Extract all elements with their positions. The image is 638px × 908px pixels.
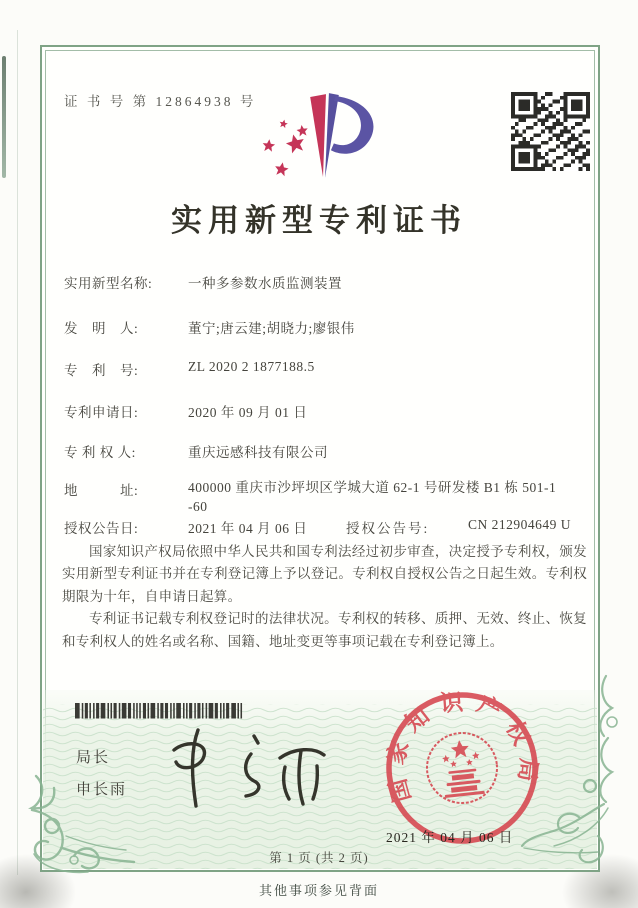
scan-paper-edge — [17, 30, 18, 875]
director-name-label: 申长雨 — [76, 782, 128, 798]
field-value: 一种多参数水质监测装置 — [188, 276, 342, 291]
field-value: 2021 年 04 月 06 日 — [188, 521, 308, 536]
field-patentee — [64, 441, 588, 461]
field-inventors — [64, 317, 588, 337]
field-label: 实用新型名称: — [64, 276, 153, 291]
certificate-body-text — [62, 541, 587, 653]
body-paragraph-2: 专利证书记载专利权登记时的法律状况。专利权的转移、质押、无效、终止、恢复和专利权人的姓名或名称、国籍、地址变更等事项记载在专利登记簿上。 — [62, 611, 587, 649]
field-value — [188, 479, 588, 516]
field-label: 专 利 权 人: — [64, 445, 136, 460]
field-value: 董宁;唐云建;胡晓力;廖银伟 — [188, 321, 355, 336]
field-label: 授权公告日: — [64, 521, 139, 536]
signature-script — [152, 722, 348, 812]
address-line-2: -60 — [188, 498, 208, 514]
field-value: CN 212904649 U — [468, 517, 572, 532]
director-title-label: 局长 — [76, 750, 111, 766]
field-label: 地 址: — [64, 483, 139, 498]
field-label: 专利申请日: — [64, 405, 139, 420]
field-address — [64, 479, 588, 516]
field-grant-announcement — [64, 517, 588, 537]
field-label: 专 利 号: — [64, 363, 139, 378]
field-value: 重庆远感科技有限公司 — [188, 445, 328, 460]
seal-date: 2021 年 04 月 06 日 — [386, 830, 514, 845]
scan-artifact-strip — [2, 56, 6, 178]
certificate-title: 实用新型专利证书 — [171, 203, 467, 238]
certificate-number: 证 书 号 第 12864938 号 — [64, 94, 257, 109]
cnipa-logo — [250, 84, 398, 188]
address-line-1: 400000 重庆市沙坪坝区学城大道 62-1 号研发楼 B1 栋 501-1 — [188, 480, 557, 495]
field-value: ZL 2020 2 1877188.5 — [188, 359, 315, 374]
field-filing-date — [64, 401, 588, 421]
field-value: 2020 年 09 月 01 日 — [188, 405, 308, 420]
back-side-note: 其他事项参见背面 — [258, 883, 379, 898]
seal-text: 国家知识产权局 — [382, 688, 542, 805]
field-label: 授权公告号: — [346, 521, 430, 536]
field-patent-number — [64, 359, 588, 379]
field-label: 发 明 人: — [64, 321, 139, 336]
barcode — [74, 702, 247, 720]
qr-code — [511, 92, 590, 171]
body-paragraph-1: 国家知识产权局依照中华人民共和国专利法经过初步审查，决定授予专利权，颁发实用新型专利证书并在专利登记簿上予以登记。专利权自授权公告之日起生效。专利权期限为十年，自申请日起算。 — [62, 544, 587, 604]
page-number-info: 第 1 页 (共 2 页) — [269, 851, 369, 865]
field-utility-model-name — [64, 272, 588, 292]
